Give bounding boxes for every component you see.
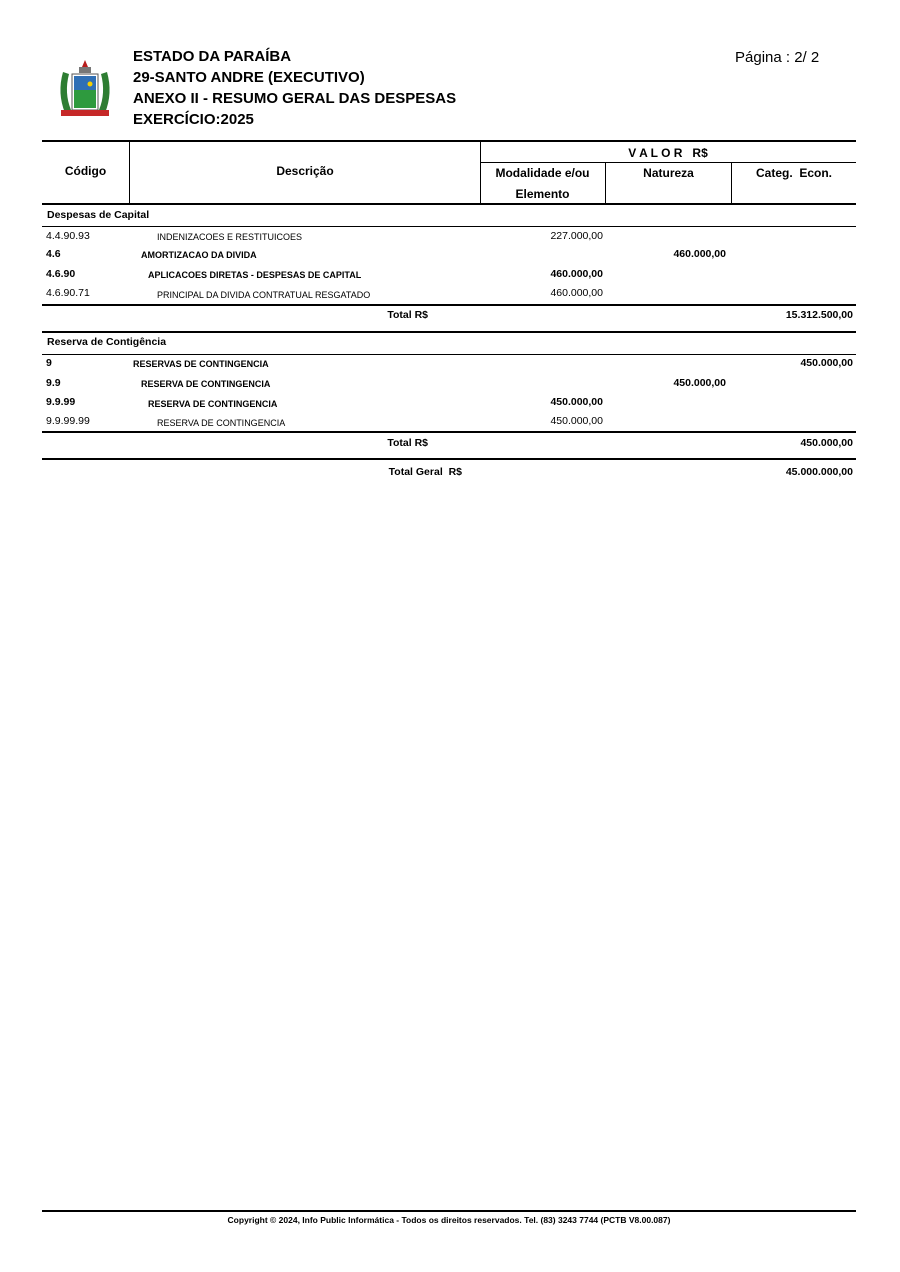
row-desc: APLICACOES DIRETAS - DESPESAS DE CAPITAL [148, 270, 362, 280]
fiscal-year: EXERCÍCIO:2025 [133, 111, 254, 128]
rule [480, 162, 856, 163]
section-title: Despesas de Capital [47, 209, 150, 221]
col-natureza: Natureza [643, 166, 694, 180]
rule [42, 354, 856, 355]
grand-total: 45.000.000,00 [785, 466, 853, 478]
rule [42, 226, 856, 227]
row-natureza: 450.000,00 [673, 377, 726, 389]
row-code: 4.4.90.93 [46, 230, 90, 242]
coat-of-arms-logo [55, 58, 115, 120]
row-code: 9.9 [46, 377, 61, 389]
page-number: Página : 2/ 2 [735, 49, 820, 66]
row-desc: RESERVAS DE CONTINGENCIA [133, 359, 269, 369]
rule [42, 331, 856, 333]
row-modalidade: 450.000,00 [550, 396, 603, 408]
row-code: 9.9.99 [46, 396, 76, 408]
row-desc: RESERVA DE CONTINGENCIA [148, 399, 278, 409]
rule [42, 1210, 856, 1212]
section-title: Reserva de Contigência [47, 336, 167, 348]
row-code: 9 [46, 357, 52, 369]
col-modalidade: Modalidade e/ou [495, 166, 590, 180]
row-desc: RESERVA DE CONTINGENCIA [141, 379, 271, 389]
row-code: 9.9.99.99 [46, 415, 90, 427]
col-elemento: Elemento [515, 187, 570, 201]
rule [42, 203, 856, 205]
row-desc: AMORTIZACAO DA DIVIDA [141, 250, 257, 260]
col-descricao: Descrição [276, 164, 334, 178]
rule [42, 304, 856, 306]
row-natureza: 460.000,00 [673, 248, 726, 260]
report-title: ANEXO II - RESUMO GERAL DAS DESPESAS [133, 90, 457, 107]
grand-total-label: Total Geral R$ [388, 466, 462, 478]
row-modalidade: 450.000,00 [550, 415, 603, 427]
row-code: 4.6 [46, 248, 61, 260]
total-label: Total R$ [387, 437, 428, 449]
row-desc: PRINCIPAL DA DIVIDA CONTRATUAL RESGATADO [157, 290, 371, 300]
section-total: 450.000,00 [800, 437, 853, 449]
row-modalidade: 460.000,00 [550, 268, 603, 280]
rule [42, 458, 856, 460]
total-label: Total R$ [387, 309, 428, 321]
state-title: ESTADO DA PARAÍBA [133, 48, 292, 65]
row-desc: INDENIZACOES E RESTITUICOES [157, 232, 303, 242]
section-total: 15.312.500,00 [785, 309, 853, 321]
col-categ: Categ. Econ. [755, 166, 832, 180]
row-modalidade: 227.000,00 [550, 230, 603, 242]
row-desc: RESERVA DE CONTINGENCIA [157, 418, 286, 428]
rule [42, 140, 856, 142]
row-code: 4.6.90 [46, 268, 76, 280]
rule [42, 431, 856, 433]
col-codigo: Código [64, 164, 107, 178]
row-categ: 450.000,00 [800, 357, 853, 369]
row-code: 4.6.90.71 [46, 287, 90, 299]
footer-copyright: Copyright © 2024, Info Public Informática - Todos os direitos reservados. Tel. (83) 3243 7744 (PCTB V8.00.087) [227, 1215, 671, 1225]
entity-title: 29-SANTO ANDRE (EXECUTIVO) [133, 69, 365, 86]
col-valor: V A L O R R$ [628, 146, 708, 160]
row-modalidade: 460.000,00 [550, 287, 603, 299]
